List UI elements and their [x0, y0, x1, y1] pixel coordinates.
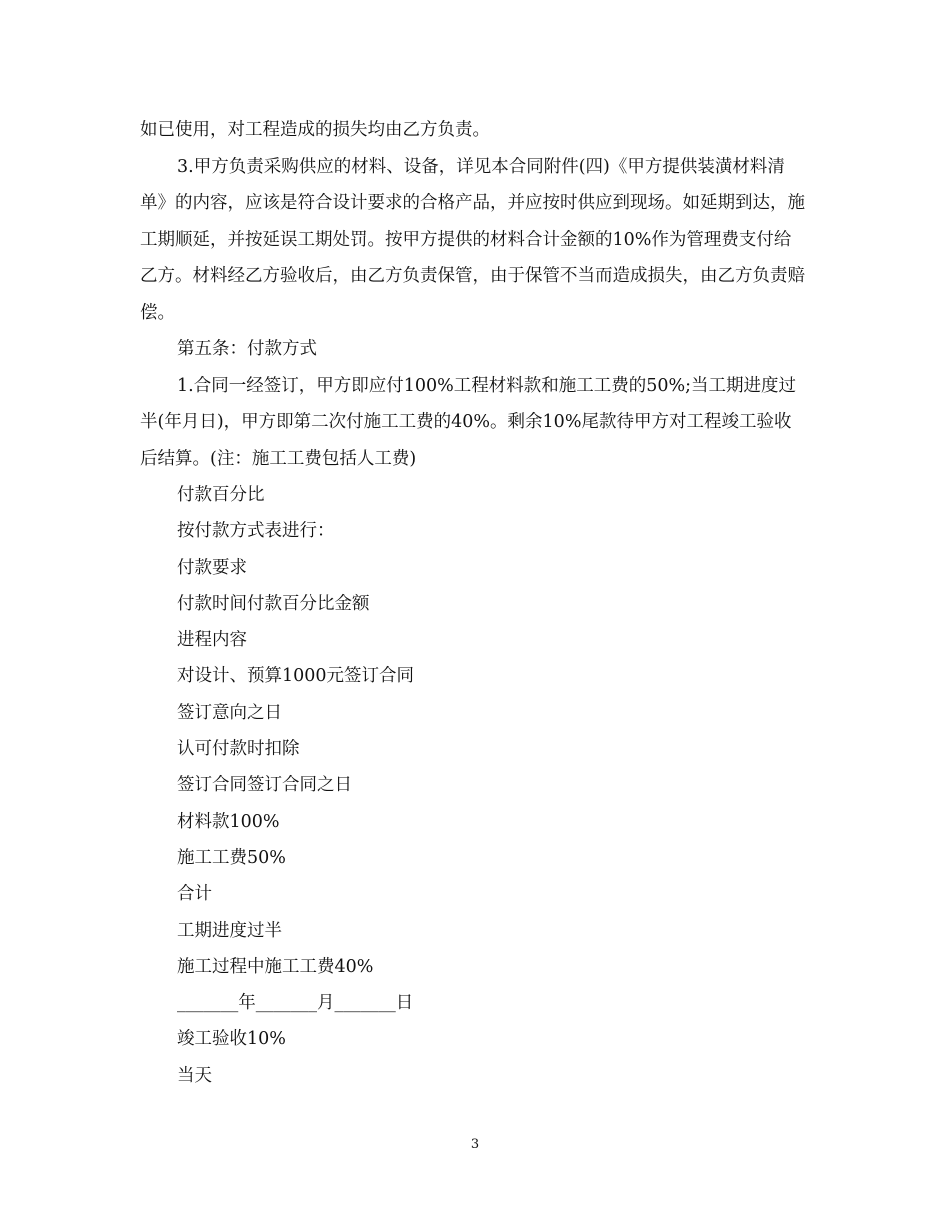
table-line: 当天	[177, 1065, 212, 1086]
table-line: 施工工费50%	[177, 847, 286, 868]
table-line: 按付款方式表进行：	[177, 521, 335, 542]
table-line: 签订合同签订合同之日	[177, 775, 352, 796]
section-heading-payment: 第五条：付款方式	[177, 339, 317, 359]
table-line: 付款百分比	[177, 485, 265, 505]
date-blank-line: _______年_______月_______日	[177, 993, 414, 1014]
table-line: 付款时间付款百分比金额	[177, 593, 370, 614]
table-line: 认可付款时扣除	[177, 739, 300, 760]
table-line: 材料款100%	[177, 811, 280, 832]
table-line: 签订意向之日	[177, 702, 282, 723]
table-line: 施工过程中施工工费40%	[177, 956, 374, 977]
paragraph-payment-terms: 1.合同一经签订，甲方即应付100%工程材料款和施工工费的50%;当工期进度过半(年月日)，甲方即第二次付施工工费的40%。剩余10%尾款待甲方对工程竣工验收后结算。(注：施工工费包括人工费)	[140, 375, 797, 469]
table-line: 竣工验收10%	[177, 1029, 286, 1050]
page-number: 3	[470, 1137, 480, 1152]
table-line: 合计	[177, 884, 212, 905]
table-line: 付款要求	[177, 557, 247, 578]
document-body	[140, 112, 805, 1094]
table-line: 对设计、预算1000元签订合同	[177, 666, 415, 687]
table-line: 进程内容	[177, 630, 247, 651]
paragraph-material-supply: 3.甲方负责采购供应的材料、设备，详见本合同附件(四)《甲方提供装潢材料清单》的内容，应该是符合设计要求的合格产品，并应按时供应到现场。如延期到达，施工期顺延，并按延误工期处罚。按甲方提供的材料合计金额的10%作为管理费支付给乙方。材料经乙方验收后，由乙方负责保管，由于保管不当而造成损失，由乙方负责赔偿。	[140, 156, 805, 323]
paragraph-continuation: 如已使用，对工程造成的损失均由乙方负责。	[140, 120, 490, 140]
table-line: 工期进度过半	[177, 920, 282, 941]
